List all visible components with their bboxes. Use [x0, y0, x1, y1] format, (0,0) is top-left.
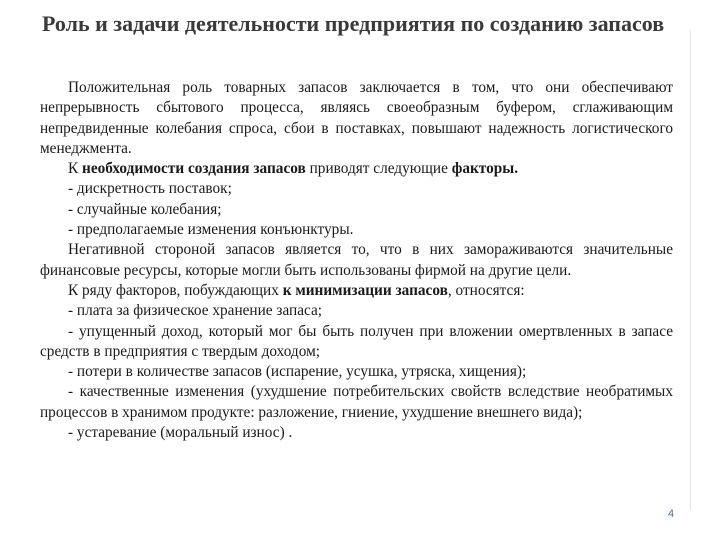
list-item: - плата за физическое хранение запаса;	[68, 302, 323, 320]
right-edge-rule	[690, 30, 691, 510]
paragraph-negative-side: Негативной стороной запасов является то, что в них замораживаются значительные финансовые ресурсы, которые могли быть использованы фирмой на другие цели.	[40, 241, 673, 279]
paragraph-positive-role: Положительная роль товарных запасов заключается в том, что они обеспечивают непрерывность сбытового процесса, являясь своеобразным буфером, сглаживающим непредвиденные колебания спроса, сбои в поставках, повышают надежность логистического менеджмента.	[40, 79, 673, 157]
bold-minimization: к минимизации запасов	[282, 281, 448, 299]
list-item: - потери в количестве запасов (испарение, усушка, утряска, хищения);	[68, 363, 527, 381]
text-fragment: приводят следующие	[305, 160, 452, 178]
paragraph-factors-intro	[40, 159, 673, 179]
list-item: - устаревание (моральный износ) .	[68, 424, 293, 442]
bold-need-for-stocks: необходимости создания запасов	[82, 160, 306, 178]
slide-body	[40, 78, 673, 443]
text-fragment: К	[68, 160, 83, 178]
slide-title: Роль и задачи деятельности предприятия по созданию запасов	[42, 11, 665, 36]
list-item: - дискретность поставок;	[68, 180, 232, 198]
list-item: - упущенный доход, который мог бы быть получен при вложении омертвленных в запасе средств в предприятия с твердым доходом;	[40, 322, 673, 360]
list-item: - случайные колебания;	[68, 200, 222, 218]
text-fragment: К ряду факторов, побуждающих	[68, 281, 283, 299]
bold-factors: факторы.	[451, 160, 519, 178]
text-fragment: , относятся:	[447, 281, 525, 299]
list-item: - предполагаемые изменения конъюнктуры.	[68, 221, 354, 239]
list-item: - качественные изменения (ухудшение потребительских свойств вследствие необратимых процессов в хранимом продукте: разложение, гниение, ухудшение внешнего вида);	[40, 383, 673, 421]
page-number: 4	[668, 508, 675, 520]
paragraph-minimization-intro	[40, 281, 673, 301]
